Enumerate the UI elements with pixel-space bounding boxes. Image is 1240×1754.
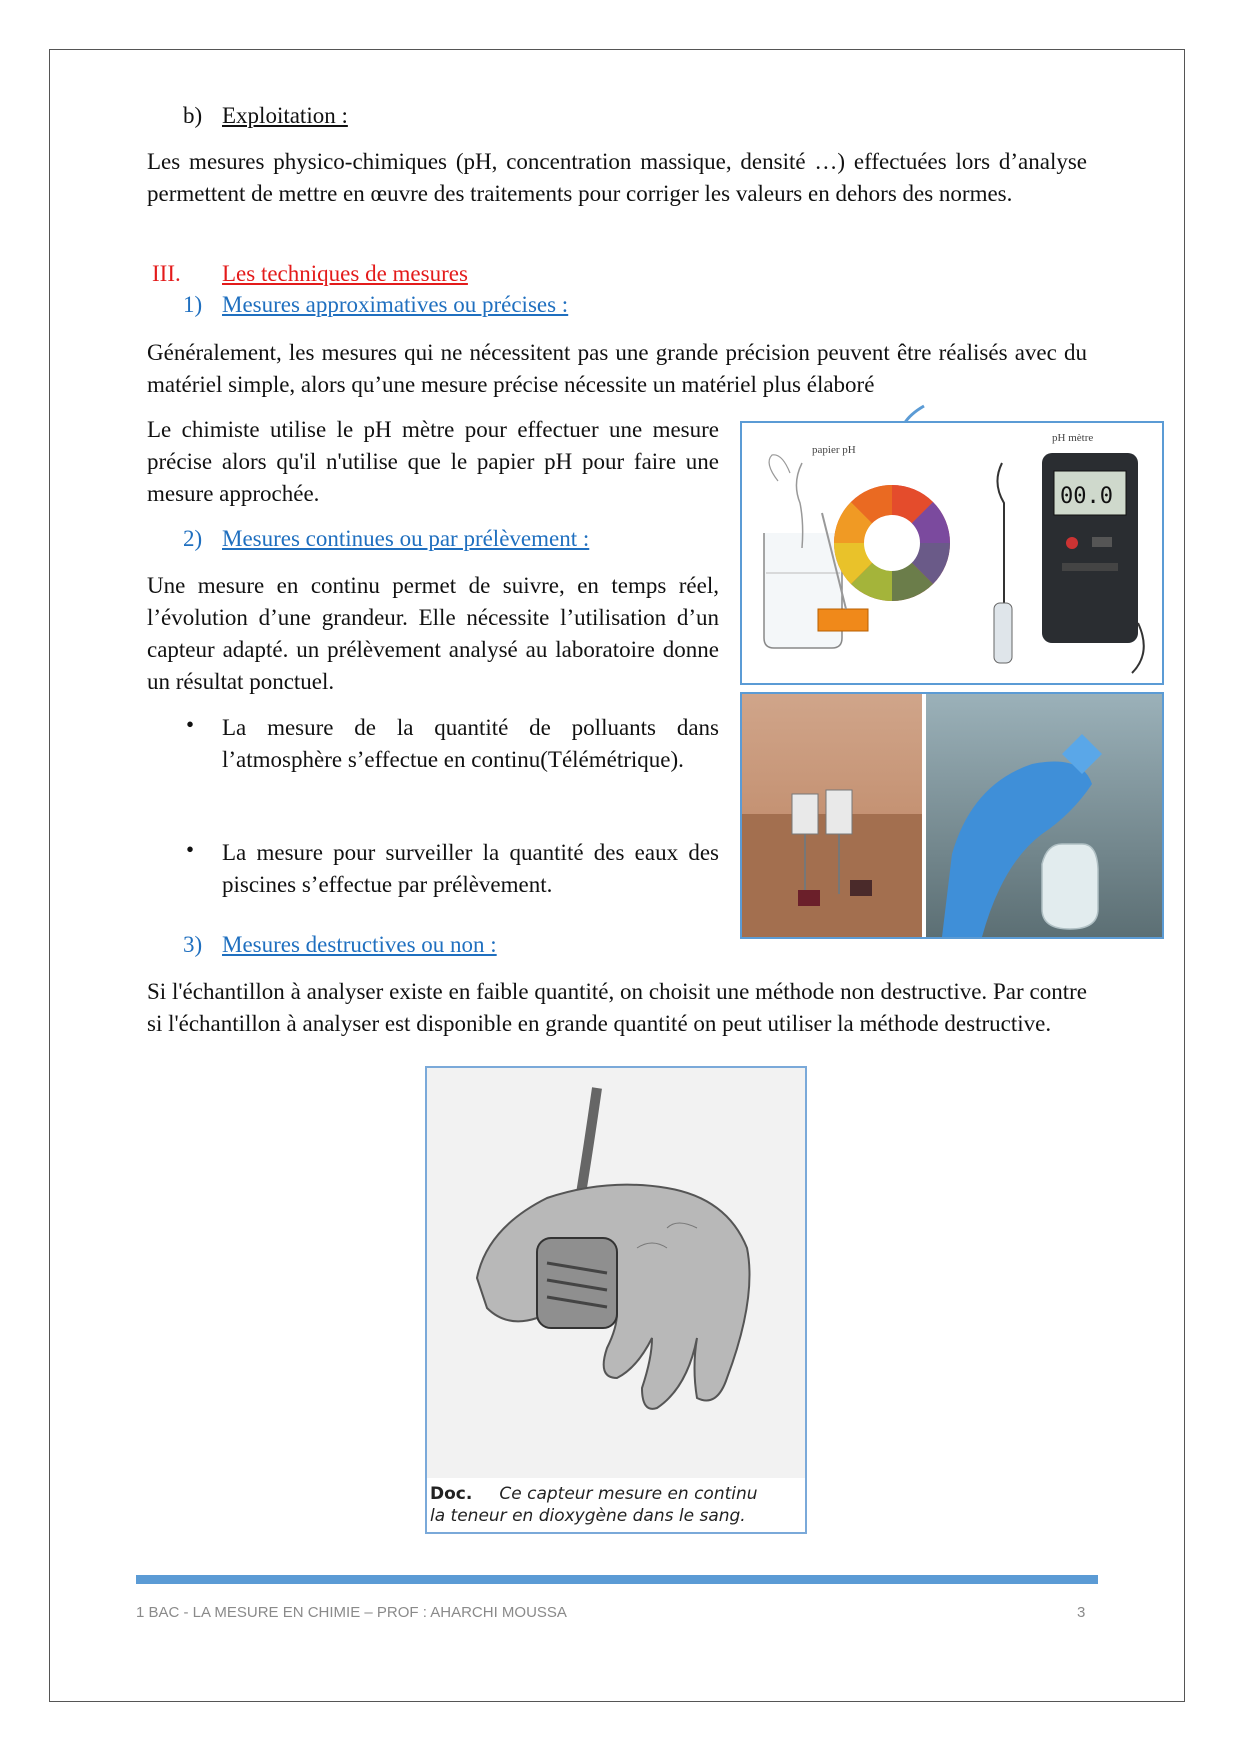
figure-caption — [430, 1483, 758, 1527]
list-item: La mesure de la quantité de polluants dans l’atmosphère s’effectue en continu(Télémétrique). — [222, 715, 719, 772]
list-item: La mesure pour surveiller la quantité des eaux des piscines s’effectue par prélèvement. — [222, 840, 719, 897]
sampling-illustration — [742, 694, 1162, 937]
paragraph-chimiste: Le chimiste utilise le pH mètre pour effectuer une mesure précise alors qu'il n'utilise que le papier pH pour faire une mesure approchée. — [147, 417, 719, 506]
sub1-marker: 1) — [183, 292, 203, 317]
footer-bar — [136, 1575, 1098, 1584]
sensor-clip-icon — [537, 1238, 617, 1328]
bullet-dot: • — [186, 837, 195, 862]
ph-illustration — [742, 423, 1162, 683]
ph-meter-icon — [994, 453, 1144, 673]
figure-finger-sensor — [425, 1066, 807, 1534]
caption-doc-label: Doc. — [430, 1484, 473, 1504]
paragraph-exploitation: Les mesures physico-chimiques (pH, concentration massique, densité …) effectuées lors d’analyse permettent de mettre en œuvre des traitements pour corriger les valeurs en dehors des normes. — [147, 149, 1087, 206]
section-b-title: Exploitation : — [222, 103, 348, 128]
section-b-marker: b) — [183, 103, 203, 128]
figure-ph-paper-meter — [740, 421, 1164, 685]
paragraph-general: Généralement, les mesures qui ne nécessitent pas une grande précision peuvent être réalisés avec du matériel simple, alors qu’une mesure précise nécessite un matériel plus élaboré — [147, 340, 1087, 397]
section-III-title: Les techniques de mesures — [222, 261, 468, 286]
section-III-marker: III. — [152, 261, 181, 286]
paragraph-continu: Une mesure en continu permet de suivre, en temps réel, l’évolution d’une grandeur. Elle nécessite l’utilisation d’un capteur adapté. un prélèvement analysé au laboratoire donne un résultat ponctuel. — [147, 573, 719, 694]
ph-color-wheel — [834, 485, 950, 601]
label-papier-ph: papier pH — [812, 444, 856, 456]
ph-strip — [818, 609, 868, 631]
bullet-dot: • — [186, 712, 195, 737]
ph-meter-display: 00.0 — [1060, 484, 1113, 509]
sub3-marker: 3) — [183, 932, 203, 957]
figure-continuous-sampling — [740, 692, 1164, 939]
page-number: 3 — [1077, 1604, 1086, 1621]
footer-text: 1 BAC - LA MESURE EN CHIMIE – PROF : AHARCHI MOUSSA — [136, 1604, 567, 1621]
finger-sensor-illustration — [427, 1068, 805, 1478]
sub1-title: Mesures approximatives ou précises : — [222, 292, 569, 317]
paragraph-destructive: Si l'échantillon à analyser existe en faible quantité, on choisit une méthode non destructive. Par contre si l'échantillon à analyser est disponible en grande quantité on peut utiliser la méthode destructive. — [147, 979, 1087, 1036]
caption-line-1: Ce capteur mesure en continu — [499, 1484, 758, 1504]
sub2-title: Mesures continues ou par prélèvement : — [222, 526, 590, 551]
label-ph-metre: pH mètre — [1052, 432, 1094, 444]
sub3-title: Mesures destructives ou non : — [222, 932, 497, 957]
caption-line-2: la teneur en dioxygène dans le sang. — [430, 1506, 746, 1526]
sub2-marker: 2) — [183, 526, 203, 551]
